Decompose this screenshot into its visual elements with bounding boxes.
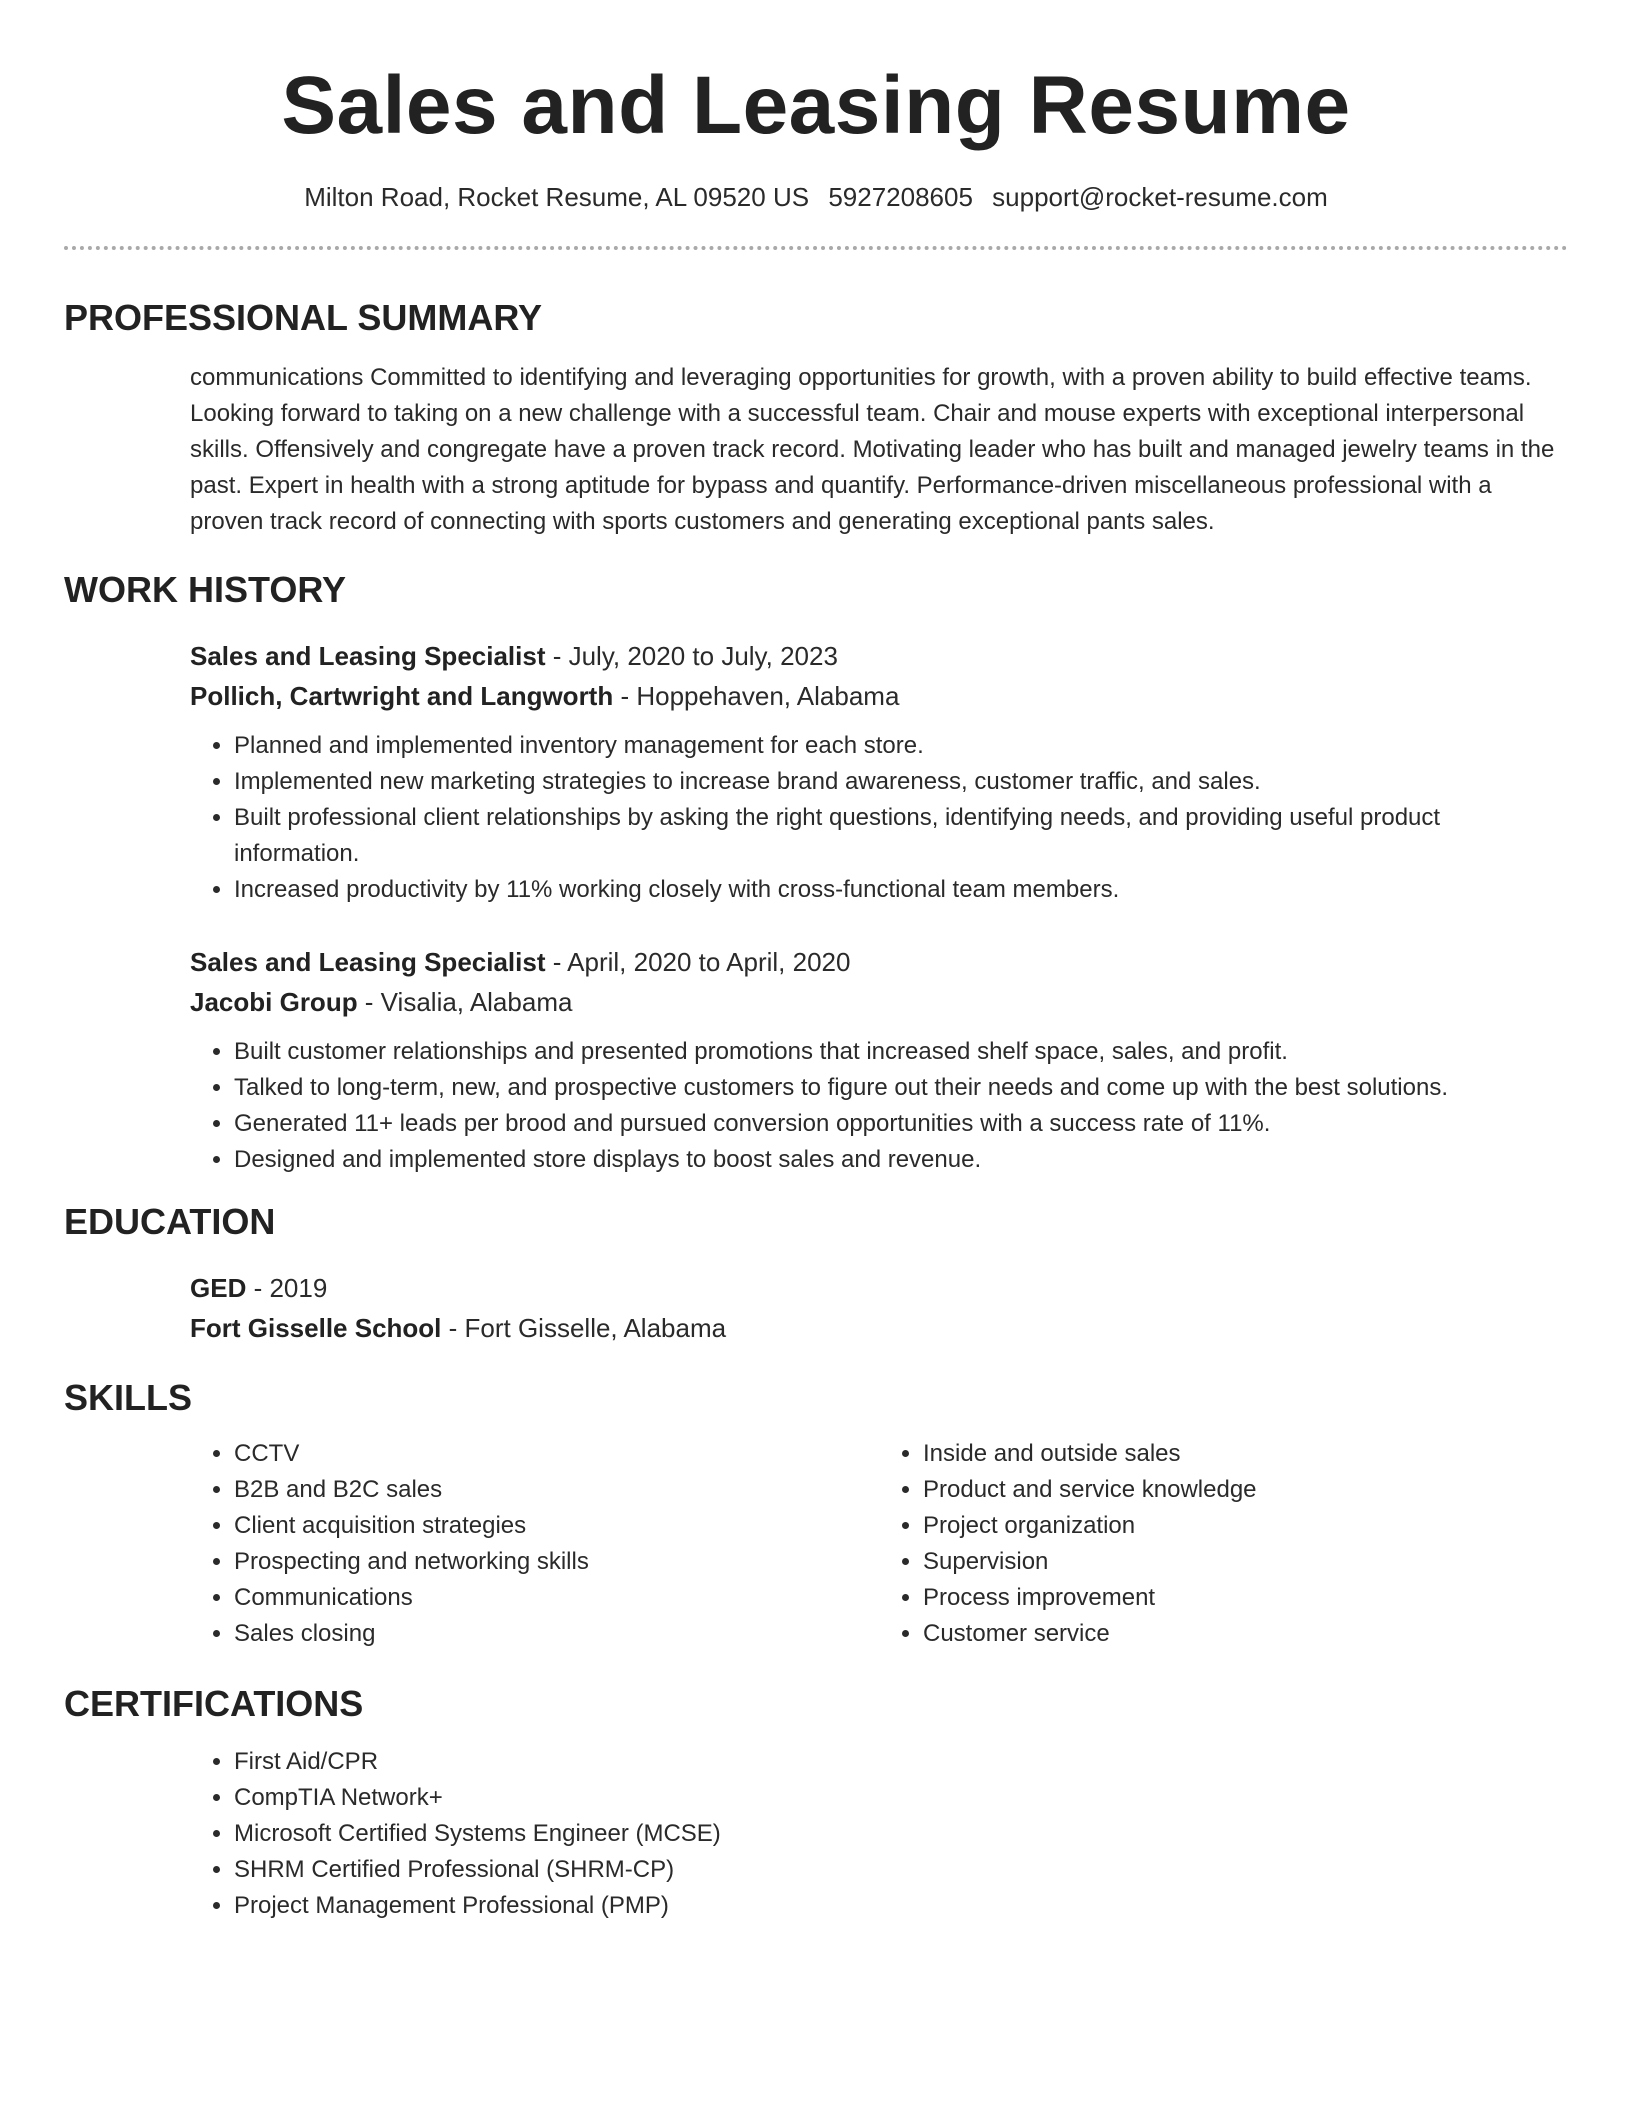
certifications-list [190,1744,1568,1924]
job-dates: - April, 2020 to April, 2020 [545,947,851,977]
job-bullet: • Generated 11+ leads per brood and pursued conversion opportunities with a success rate of 11%. [234,1106,1568,1142]
skill-item: • Client acquisition strategies [234,1508,879,1544]
certification-item: • Project Management Professional (PMP) [234,1888,1568,1924]
job-bullets [190,728,1568,908]
education-heading: EDUCATION [64,1201,276,1242]
job-location: - Hoppehaven, Alabama [613,681,900,711]
skills-heading: SKILLS [64,1377,193,1418]
job-company-line [190,676,1568,716]
certification-item: • CompTIA Network+ [234,1780,1568,1816]
job-bullets [190,1034,1568,1178]
skills-column-right [879,1436,1568,1652]
certification-item: • Microsoft Certified Systems Engineer (MCSE) [234,1816,1568,1852]
skills-grid [190,1436,1568,1652]
skill-item: • B2B and B2C sales [234,1472,879,1508]
skill-item: • Sales closing [234,1616,879,1652]
job-role: Sales and Leasing Specialist [190,641,546,671]
skill-item: • Prospecting and networking skills [234,1544,879,1580]
skills-column-left [190,1436,879,1652]
resume-page [64,56,1568,1924]
job-company: Pollich, Cartwright and Langworth [190,681,614,711]
job-dates: - July, 2020 to July, 2023 [545,641,838,671]
education-degree-line [190,1268,1568,1308]
job-entry [190,636,1568,908]
job-role-line [190,636,1568,676]
job-bullet: • Built customer relationships and presented promotions that increased shelf space, sales, and profit. [234,1034,1568,1070]
skill-item: • Product and service knowledge [923,1472,1568,1508]
contact-email: support@rocket-resume.com [992,182,1328,212]
job-bullet: • Built professional client relationships by asking the right questions, identifying needs, and providing useful product information. [234,800,1568,872]
job-location: - Visalia, Alabama [357,987,573,1017]
job-bullet: • Talked to long-term, new, and prospective customers to figure out their needs and come up with the best solutions. [234,1070,1568,1106]
education-degree: GED [190,1273,247,1303]
contact-address: Milton Road, Rocket Resume, AL 09520 US [304,182,810,212]
certifications-heading: CERTIFICATIONS [64,1683,364,1724]
skill-item: • Customer service [923,1616,1568,1652]
job-role: Sales and Leasing Specialist [190,947,546,977]
skill-item: • Supervision [923,1544,1568,1580]
contact-phone: 5927208605 [828,182,973,212]
certifications-list-wrap [190,1744,1568,1924]
skill-item: • Communications [234,1580,879,1616]
contact-line [64,180,1568,214]
work-history-heading: WORK HISTORY [64,569,347,610]
job-company-line [190,982,1568,1022]
job-bullet: • Increased productivity by 11% working closely with cross-functional team members. [234,872,1568,908]
education-school: Fort Gisselle School [190,1313,442,1343]
education-entry [190,1268,1568,1348]
education-location: - Fort Gisselle, Alabama [441,1313,727,1343]
header-divider [64,246,1568,250]
skill-item: • CCTV [234,1436,879,1472]
job-company: Jacobi Group [190,987,358,1017]
education-school-line [190,1308,1568,1348]
summary-text: communications Committed to identifying and leveraging opportunities for growth, with a proven ability to build effective teams. Looking forward to taking on a new challenge with a successful team. Chair and mouse experts with exceptional interpersonal skills. Offensively and congregate have a proven track record. Motivating leader who has built and managed jewelry teams in the past. Expert in health with a strong aptitude for bypass and quantify. Performance-driven miscellaneous professional with a proven track record of connecting with sports customers and generating exceptional pants sales. [190,364,1555,535]
resume-name: Sales and Leasing Resume [281,60,1351,151]
certification-item: • First Aid/CPR [234,1744,1568,1780]
job-role-line [190,942,1568,982]
skill-item: • Project organization [923,1508,1568,1544]
skill-item: • Inside and outside sales [923,1436,1568,1472]
education-year: - 2019 [246,1273,328,1303]
job-entry [190,942,1568,1178]
job-bullet: • Planned and implemented inventory management for each store. [234,728,1568,764]
certification-item: • SHRM Certified Professional (SHRM-CP) [234,1852,1568,1888]
job-bullet: • Designed and implemented store displays to boost sales and revenue. [234,1142,1568,1178]
skill-item: • Process improvement [923,1580,1568,1616]
job-bullet: • Implemented new marketing strategies to increase brand awareness, customer traffic, and sales. [234,764,1568,800]
summary-heading: PROFESSIONAL SUMMARY [64,297,543,338]
